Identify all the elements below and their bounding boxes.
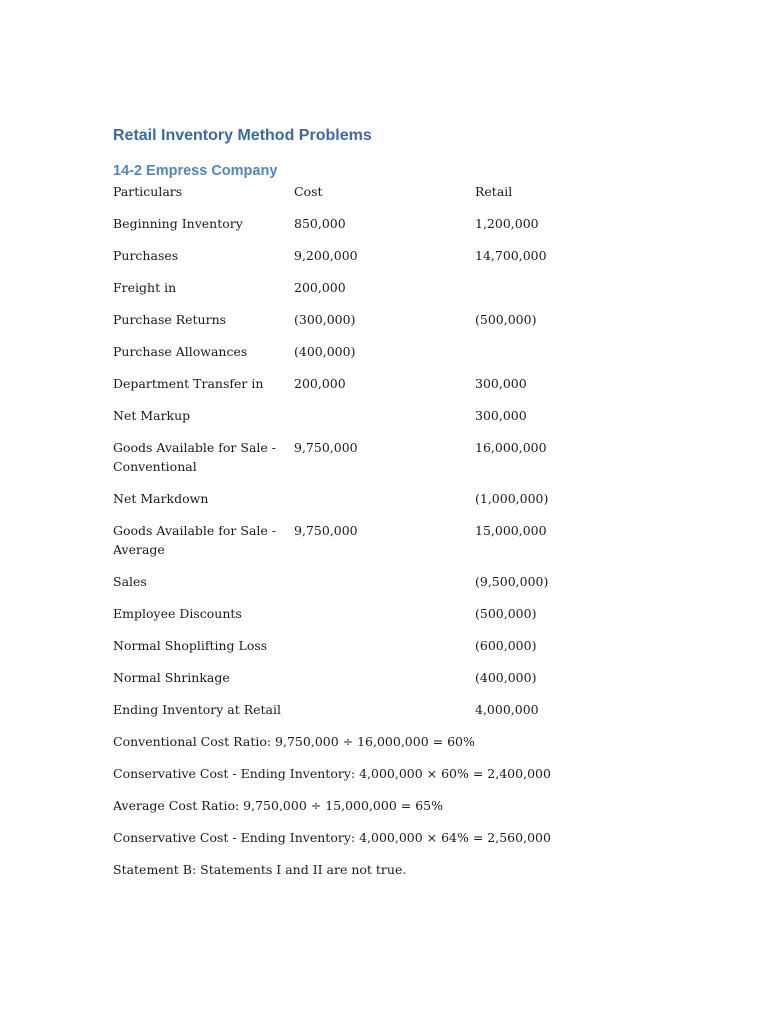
cell-retail: 15,000,000 <box>475 523 547 538</box>
cell-particulars: Ending Inventory at Retail <box>113 702 281 717</box>
cell-particulars: Purchase Returns <box>113 312 227 327</box>
cell-particulars: Net Markdown <box>113 491 209 506</box>
cell-retail: 1,200,000 <box>475 216 539 231</box>
cell-retail: (1,000,000) <box>475 491 549 506</box>
cell-retail: (9,500,000) <box>475 574 549 589</box>
table-row <box>113 668 713 687</box>
cell-retail: (400,000) <box>475 670 537 685</box>
table-row <box>113 214 713 233</box>
calculation-paragraph: Conventional Cost Ratio: 9,750,000 ÷ 16,000,000 = 60% <box>113 734 475 749</box>
inventory-table <box>113 182 713 719</box>
cell-particulars: Freight in <box>113 280 177 295</box>
cell-particulars: Department Transfer in <box>113 376 264 391</box>
column-header-particulars: Particulars <box>113 184 183 199</box>
table-row <box>113 278 713 297</box>
calculation-paragraph: Conservative Cost - Ending Inventory: 4,000,000 × 64% = 2,560,000 <box>113 830 551 845</box>
table-row <box>113 310 713 329</box>
table-row <box>113 374 713 393</box>
table-row <box>113 342 713 361</box>
table-row <box>113 521 713 559</box>
cell-particulars: Purchase Allowances <box>113 344 248 359</box>
cell-particulars: Goods Available for Sale - Conventional <box>113 440 276 474</box>
cell-particulars: Purchases <box>113 248 179 263</box>
cell-retail: 14,700,000 <box>475 248 547 263</box>
cell-particulars: Sales <box>113 574 147 589</box>
cell-particulars: Employee Discounts <box>113 606 242 621</box>
cell-particulars: Goods Available for Sale - Average <box>113 523 276 557</box>
table-row <box>113 489 713 508</box>
cell-retail: 300,000 <box>475 376 527 391</box>
table-header-row <box>113 182 713 201</box>
section-heading: 14-2 Empress Company <box>113 163 278 179</box>
table-row <box>113 246 713 265</box>
calculation-paragraph: Average Cost Ratio: 9,750,000 ÷ 15,000,000 = 65% <box>113 798 443 813</box>
cell-particulars: Normal Shrinkage <box>113 670 230 685</box>
cell-retail: 300,000 <box>475 408 527 423</box>
table-row <box>113 438 713 476</box>
cell-cost: 9,200,000 <box>294 248 358 263</box>
document-page <box>113 124 713 892</box>
cell-retail: (600,000) <box>475 638 537 653</box>
table-row <box>113 700 713 719</box>
cell-cost: (400,000) <box>294 344 356 359</box>
cell-cost: 200,000 <box>294 376 346 391</box>
column-header-cost: Cost <box>294 184 323 199</box>
cell-particulars: Normal Shoplifting Loss <box>113 638 268 653</box>
table-row <box>113 604 713 623</box>
cell-cost: 200,000 <box>294 280 346 295</box>
cell-cost: 850,000 <box>294 216 346 231</box>
column-header-retail: Retail <box>475 184 513 199</box>
calculation-paragraph: Conservative Cost - Ending Inventory: 4,000,000 × 60% = 2,400,000 <box>113 766 551 781</box>
cell-cost: (300,000) <box>294 312 356 327</box>
cell-retail: (500,000) <box>475 312 537 327</box>
table-row <box>113 636 713 655</box>
cell-particulars: Beginning Inventory <box>113 216 243 231</box>
cell-retail: 16,000,000 <box>475 440 547 455</box>
table-row <box>113 572 713 591</box>
cell-retail: 4,000,000 <box>475 702 539 717</box>
cell-cost: 9,750,000 <box>294 440 358 455</box>
cell-particulars: Net Markup <box>113 408 191 423</box>
cell-retail: (500,000) <box>475 606 537 621</box>
calculation-paragraph: Statement B: Statements I and II are not true. <box>113 862 407 877</box>
table-body <box>113 214 713 719</box>
document-title: Retail Inventory Method Problems <box>113 127 372 144</box>
cell-cost: 9,750,000 <box>294 523 358 538</box>
calculation-notes <box>113 732 713 879</box>
table-row <box>113 406 713 425</box>
